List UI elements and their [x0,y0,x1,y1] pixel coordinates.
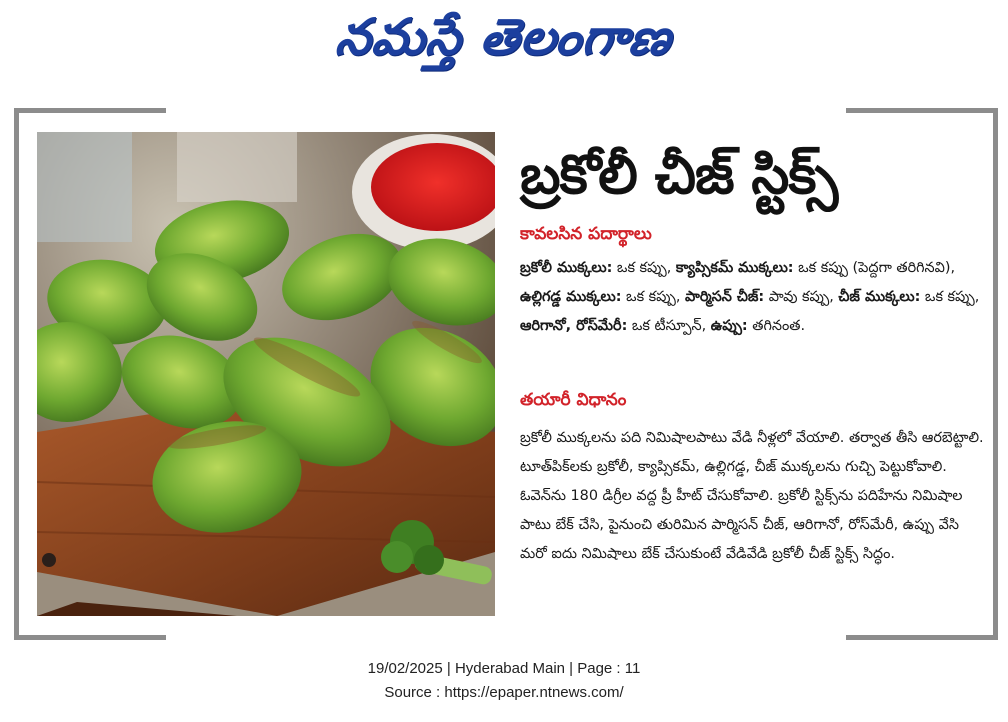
ingredients-heading: కావలసిన పదార్థాలు [520,224,652,244]
ingredient-quantity: ఒక కప్పు, [920,289,980,305]
ingredient-name: పార్మిసన్ చీజ్: [685,289,765,305]
ingredient-quantity: ఒక కప్పు, [621,289,686,305]
ingredient-name: చీజ్ ముక్కలు: [838,289,921,305]
recipe-photo [37,132,495,616]
footer-source-link[interactable]: Source : https://epaper.ntnews.com/ [384,684,624,701]
newspaper-logo: నమస్తే తెలంగాణ [333,8,675,66]
ingredient-name: ఆరిగానో, రోస్‌మేరీ: [520,318,628,334]
ingredient-name: ఉల్లిగడ్డ ముక్కలు: [520,289,622,305]
ingredient-name: ఉప్పు: [710,318,748,334]
footer-date-edition-page: 19/02/2025 | Hyderabad Main | Page : 11 [367,660,641,677]
ingredient-quantity: ఒక టీస్పూన్, [627,318,711,334]
ingredient-name: బ్రకోలీ ముక్కలు: [520,260,613,276]
ingredient-quantity: పావు కప్పు, [764,289,839,305]
broccoli-cheese-sticks-image [37,132,495,616]
article-headline: బ్రకోలీ చీజ్ స్టిక్స్ [520,143,838,206]
ingredient-quantity: ఒక కప్పు, [612,260,676,276]
method-heading: తయారీ విధానం [520,390,627,410]
method-paragraph: బ్రకోలీ ముక్కలను పది నిమిషాలపాటు వేడి నీళ్లలో వేయాలి. తర్వాత తీసి ఆరబెట్టాలి. టూత్‌పిక్‌లకు బ్రకోలీ, క్యాప్సికమ్, ఉల్లిగడ్డ, చీజ్ ముక్కలను గుచ్చి పెట్టుకోవాలి. ఓవెన్‌ను 180 డిగ్రీల వద్ద ప్రీ హీట్ చేసుకోవాలి. బ్రకోలీ స్టిక్స్‌ను పదిహేను నిమిషాల పాటు బేక్ చేసి, పైనుంచి తురిమిన పార్మిసన్ చీజ్, ఆరిగానో, రోస్‌మేరీ, ఉప్పు వేసి మరో ఐదు నిమిషాలు బేక్ చేసుకుంటే వేడివేడి బ్రకోలీ చీజ్ స్టిక్స్ సిద్ధం. [520,430,984,562]
ingredient-quantity: తగినంత. [747,318,806,334]
masthead [0,4,1008,72]
ingredients-list [520,254,990,341]
ingredient-name: క్యాప్సికమ్ ముక్కలు: [675,260,794,276]
ingredient-quantity: ఒక కప్పు (పెద్దగా తరిగినవి), [793,260,956,276]
